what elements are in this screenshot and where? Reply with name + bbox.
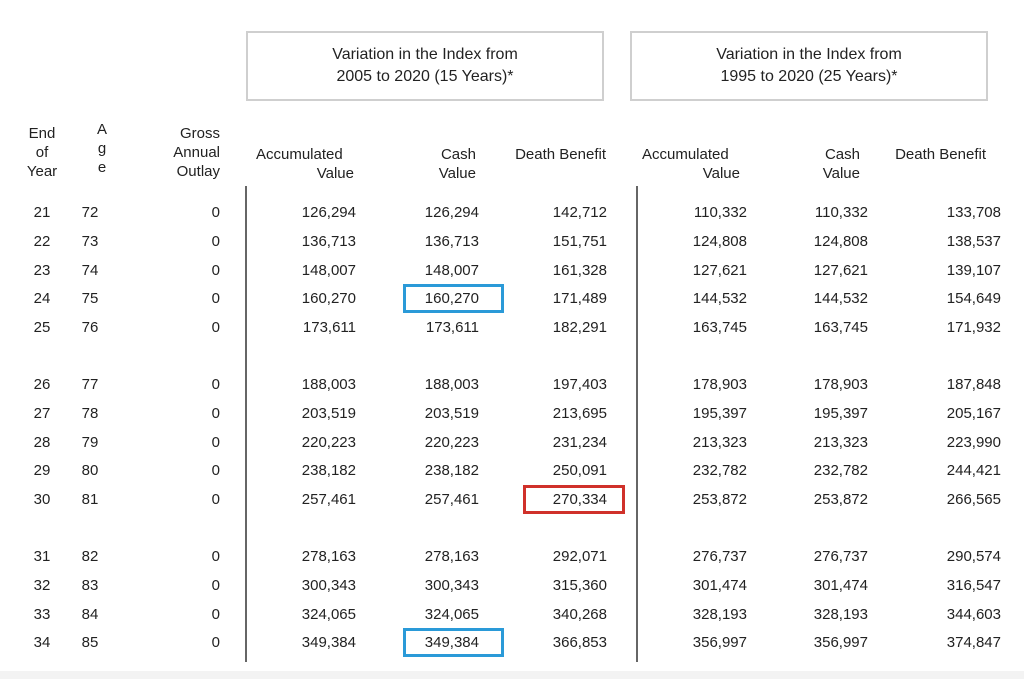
cell-cash-value-1: 148,007 — [424, 262, 479, 279]
header-text: Outlay — [176, 163, 220, 180]
cell-age: 77 — [81, 376, 99, 393]
cell-cash-value-2: 213,323 — [813, 434, 868, 451]
cell-death-benefit-1: 182,291 — [552, 319, 607, 336]
cell-death-benefit-2: 290,574 — [946, 548, 1001, 565]
cell-cash-value-1: 220,223 — [424, 434, 479, 451]
cell-death-benefit-2: 374,847 — [946, 634, 1001, 651]
group-header-line1: Variation in the Index from — [716, 46, 902, 63]
cell-age: 85 — [81, 634, 99, 651]
cell-cash-value-2: 144,532 — [813, 290, 868, 307]
cell-death-benefit-1: 171,489 — [552, 290, 607, 307]
header-text: Value — [822, 165, 860, 182]
cell-death-benefit-2: 133,708 — [946, 204, 1001, 221]
header-text: Death Benefit — [895, 146, 986, 163]
header-text: Value — [316, 165, 354, 182]
column-divider — [636, 186, 638, 662]
cell-end-of-year: 33 — [33, 606, 51, 623]
cell-death-benefit-2: 244,421 — [946, 462, 1001, 479]
header-text: Annual — [173, 144, 220, 161]
cell-gross-annual-outlay: 0 — [211, 319, 220, 336]
cell-accumulated-value-1: 349,384 — [301, 634, 356, 651]
cell-cash-value-1: 257,461 — [424, 491, 479, 508]
cell-end-of-year: 34 — [33, 634, 51, 651]
cell-cash-value-1: 300,343 — [424, 577, 479, 594]
header-text: g — [97, 140, 107, 157]
cell-accumulated-value-1: 160,270 — [301, 290, 356, 307]
cell-death-benefit-1: 231,234 — [552, 434, 607, 451]
cell-death-benefit-2: 316,547 — [946, 577, 1001, 594]
cell-death-benefit-2: 266,565 — [946, 491, 1001, 508]
cell-gross-annual-outlay: 0 — [211, 577, 220, 594]
highlight-box — [403, 628, 504, 657]
cell-cash-value-1: 278,163 — [424, 548, 479, 565]
cell-cash-value-2: 163,745 — [813, 319, 868, 336]
group-header-line2: 2005 to 2020 (15 Years)* — [336, 68, 514, 85]
cell-accumulated-value-2: 276,737 — [692, 548, 747, 565]
header-end-of-year — [20, 124, 64, 181]
group-header-1995-2020 — [630, 31, 988, 101]
cell-accumulated-value-1: 278,163 — [301, 548, 356, 565]
group-header-line2: 1995 to 2020 (25 Years)* — [720, 68, 898, 85]
cell-age: 82 — [81, 548, 99, 565]
cell-end-of-year: 21 — [33, 204, 51, 221]
cell-cash-value-1: 349,384 — [424, 634, 479, 651]
cell-cash-value-1: 188,003 — [424, 376, 479, 393]
cell-age: 79 — [81, 434, 99, 451]
cell-cash-value-1: 203,519 — [424, 405, 479, 422]
cell-end-of-year: 27 — [33, 405, 51, 422]
cell-gross-annual-outlay: 0 — [211, 434, 220, 451]
cell-gross-annual-outlay: 0 — [211, 262, 220, 279]
cell-cash-value-2: 127,621 — [813, 262, 868, 279]
header-text: End — [28, 125, 56, 142]
cell-cash-value-1: 238,182 — [424, 462, 479, 479]
cell-death-benefit-2: 138,537 — [946, 233, 1001, 250]
header-text: Accumulated — [642, 146, 729, 163]
cell-gross-annual-outlay: 0 — [211, 233, 220, 250]
highlight-box — [403, 284, 504, 313]
cell-age: 78 — [81, 405, 99, 422]
group-header-2005-2020 — [246, 31, 604, 101]
cell-end-of-year: 30 — [33, 491, 51, 508]
cell-accumulated-value-2: 178,903 — [692, 376, 747, 393]
header-text: Accumulated — [256, 146, 343, 163]
cell-accumulated-value-2: 356,997 — [692, 634, 747, 651]
cell-death-benefit-2: 344,603 — [946, 606, 1001, 623]
cell-accumulated-value-1: 257,461 — [301, 491, 356, 508]
cell-accumulated-value-2: 144,532 — [692, 290, 747, 307]
cell-death-benefit-2: 187,848 — [946, 376, 1001, 393]
cell-accumulated-value-1: 173,611 — [302, 319, 356, 336]
cell-gross-annual-outlay: 0 — [211, 634, 220, 651]
header-gross-annual-outlay — [150, 124, 220, 181]
header-accumulated-value-1 — [256, 145, 356, 183]
cell-gross-annual-outlay: 0 — [211, 462, 220, 479]
cell-death-benefit-1: 213,695 — [552, 405, 607, 422]
cell-accumulated-value-2: 163,745 — [692, 319, 747, 336]
header-text: A — [96, 121, 107, 138]
cell-cash-value-2: 195,397 — [813, 405, 868, 422]
cell-cash-value-1: 126,294 — [424, 204, 479, 221]
cell-death-benefit-1: 292,071 — [552, 548, 607, 565]
cell-cash-value-1: 160,270 — [424, 290, 479, 307]
cell-death-benefit-2: 139,107 — [946, 262, 1001, 279]
cell-death-benefit-1: 197,403 — [552, 376, 607, 393]
header-cash-value-1 — [400, 145, 476, 183]
cell-gross-annual-outlay: 0 — [211, 405, 220, 422]
cell-accumulated-value-1: 238,182 — [301, 462, 356, 479]
cell-death-benefit-1: 315,360 — [552, 577, 607, 594]
cell-end-of-year: 26 — [33, 376, 51, 393]
cell-gross-annual-outlay: 0 — [211, 376, 220, 393]
cell-cash-value-2: 232,782 — [813, 462, 868, 479]
cell-gross-annual-outlay: 0 — [211, 548, 220, 565]
cell-accumulated-value-1: 203,519 — [301, 405, 356, 422]
cell-accumulated-value-1: 324,065 — [301, 606, 356, 623]
header-text: Gross — [179, 125, 220, 142]
header-text: Year — [26, 163, 58, 180]
cell-age: 76 — [81, 319, 99, 336]
cell-accumulated-value-2: 124,808 — [692, 233, 747, 250]
header-cash-value-2 — [784, 145, 860, 183]
header-text: Value — [438, 165, 476, 182]
cell-age: 83 — [81, 577, 99, 594]
header-text: Death Benefit — [515, 146, 606, 163]
cell-end-of-year: 25 — [33, 319, 51, 336]
cell-accumulated-value-1: 220,223 — [301, 434, 356, 451]
cell-accumulated-value-2: 195,397 — [692, 405, 747, 422]
cell-age: 81 — [81, 491, 99, 508]
highlight-box — [523, 485, 625, 514]
header-death-benefit-1 — [496, 145, 606, 164]
header-text: Value — [702, 165, 740, 182]
cell-gross-annual-outlay: 0 — [211, 491, 220, 508]
cell-age: 74 — [81, 262, 99, 279]
cell-accumulated-value-1: 148,007 — [301, 262, 356, 279]
cell-death-benefit-1: 161,328 — [552, 262, 607, 279]
cell-accumulated-value-1: 300,343 — [301, 577, 356, 594]
cell-cash-value-2: 276,737 — [813, 548, 868, 565]
cell-accumulated-value-2: 232,782 — [692, 462, 747, 479]
cell-end-of-year: 23 — [33, 262, 51, 279]
header-text: e — [97, 159, 107, 176]
cell-death-benefit-1: 366,853 — [552, 634, 607, 651]
cell-accumulated-value-2: 127,621 — [692, 262, 747, 279]
cell-death-benefit-1: 151,751 — [552, 233, 607, 250]
cell-accumulated-value-2: 253,872 — [692, 491, 747, 508]
cell-death-benefit-1: 270,334 — [552, 491, 607, 508]
cell-cash-value-2: 301,474 — [813, 577, 868, 594]
cell-cash-value-1: 136,713 — [424, 233, 479, 250]
cell-gross-annual-outlay: 0 — [211, 290, 220, 307]
cell-cash-value-2: 356,997 — [813, 634, 868, 651]
cell-age: 75 — [81, 290, 99, 307]
cell-cash-value-2: 110,332 — [814, 204, 868, 221]
cell-end-of-year: 32 — [33, 577, 51, 594]
cell-age: 80 — [81, 462, 99, 479]
cell-gross-annual-outlay: 0 — [211, 606, 220, 623]
cell-accumulated-value-1: 136,713 — [301, 233, 356, 250]
cell-death-benefit-2: 223,990 — [946, 434, 1001, 451]
cell-accumulated-value-2: 301,474 — [692, 577, 747, 594]
cell-death-benefit-1: 340,268 — [552, 606, 607, 623]
cell-death-benefit-2: 154,649 — [946, 290, 1001, 307]
cell-cash-value-2: 178,903 — [813, 376, 868, 393]
cell-accumulated-value-1: 188,003 — [301, 376, 356, 393]
cell-age: 73 — [81, 233, 99, 250]
cell-end-of-year: 22 — [33, 233, 51, 250]
column-divider — [245, 186, 247, 662]
cell-age: 72 — [81, 204, 99, 221]
cell-end-of-year: 28 — [33, 434, 51, 451]
cell-accumulated-value-2: 328,193 — [692, 606, 747, 623]
group-header-line1: Variation in the Index from — [332, 46, 518, 63]
cell-accumulated-value-2: 213,323 — [692, 434, 747, 451]
cell-accumulated-value-1: 126,294 — [301, 204, 356, 221]
header-text: Cash — [440, 146, 476, 163]
cell-age: 84 — [81, 606, 99, 623]
cell-death-benefit-1: 142,712 — [552, 204, 607, 221]
cell-cash-value-1: 324,065 — [424, 606, 479, 623]
header-text: Cash — [824, 146, 860, 163]
bottom-strip — [0, 671, 1024, 679]
cell-accumulated-value-2: 110,332 — [693, 204, 747, 221]
cell-death-benefit-2: 205,167 — [946, 405, 1001, 422]
cell-end-of-year: 29 — [33, 462, 51, 479]
header-accumulated-value-2 — [642, 145, 742, 183]
header-text: of — [35, 144, 49, 161]
cell-death-benefit-1: 250,091 — [552, 462, 607, 479]
cell-cash-value-2: 253,872 — [813, 491, 868, 508]
cell-cash-value-1: 173,611 — [425, 319, 479, 336]
header-death-benefit-2 — [876, 145, 986, 164]
cell-cash-value-2: 124,808 — [813, 233, 868, 250]
cell-gross-annual-outlay: 0 — [211, 204, 220, 221]
cell-death-benefit-2: 171,932 — [946, 319, 1001, 336]
cell-end-of-year: 31 — [33, 548, 51, 565]
cell-end-of-year: 24 — [33, 290, 51, 307]
header-age — [90, 120, 114, 177]
cell-cash-value-2: 328,193 — [813, 606, 868, 623]
